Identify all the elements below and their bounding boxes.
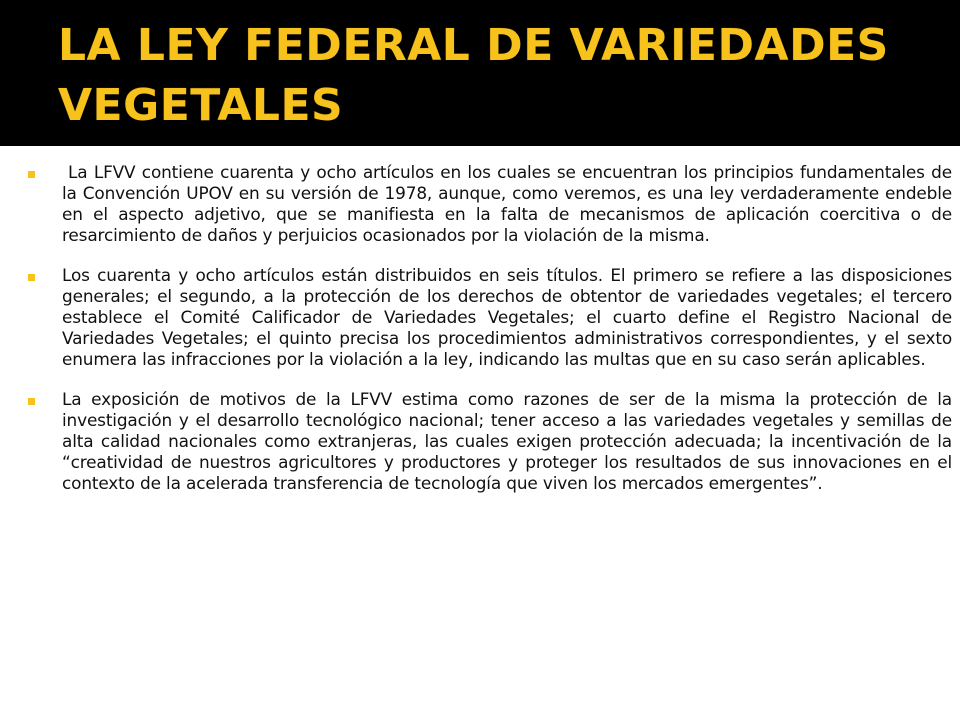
square-bullet-icon (28, 274, 35, 281)
title-band (0, 0, 960, 146)
slide-title: LA LEY FEDERAL DE VARIEDADES VEGETALES (58, 20, 889, 131)
bullet-text: La exposición de motivos de la LFVV estima como razones de ser de la misma la protección de la investigación y el desarrollo tecnológico nacional; tener acceso a las variedades vegetales y semillas de alta calidad nacionales como extranjeras, las cuales exigen protección adecuada; la incentivación de la “creatividad de nuestros agricultores y productores y proteger los resultados de sus innovaciones en el contexto de la acelerada transferencia de tecnología que viven los mercados emergentes”. (62, 389, 952, 493)
bullet-text: La LFVV contiene cuarenta y ocho artículos en los cuales se encuentran los principios fundamentales de la Convención UPOV en su versión de 1978, aunque, como veremos, es una ley verdaderamente endeble en el aspecto adjetivo, que se manifiesta en la falta de mecanismos de aplicación coercitiva o de resarcimiento de daños y perjuicios ocasionados por la violación de la misma. (62, 162, 952, 245)
content-area (0, 146, 960, 720)
bullet-list (28, 162, 952, 513)
bullet-item (28, 265, 952, 370)
square-bullet-icon (28, 171, 35, 178)
bullet-item (28, 162, 952, 246)
bullet-text: Los cuarenta y ocho artículos están distribuidos en seis títulos. El primero se refiere a las disposiciones generales; el segundo, a la protección de los derechos de obtentor de variedades vegetales; el tercero establece el Comité Calificador de Variedades Vegetales; el cuarto define el Registro Nacional de Variedades Vegetales; el quinto precisa los procedimientos administrativos correspondientes, y el sexto enumera las infracciones por la violación a la ley, indicando las multas que en su caso serán aplicables. (62, 265, 952, 369)
square-bullet-icon (28, 398, 35, 405)
bullet-item (28, 389, 952, 494)
